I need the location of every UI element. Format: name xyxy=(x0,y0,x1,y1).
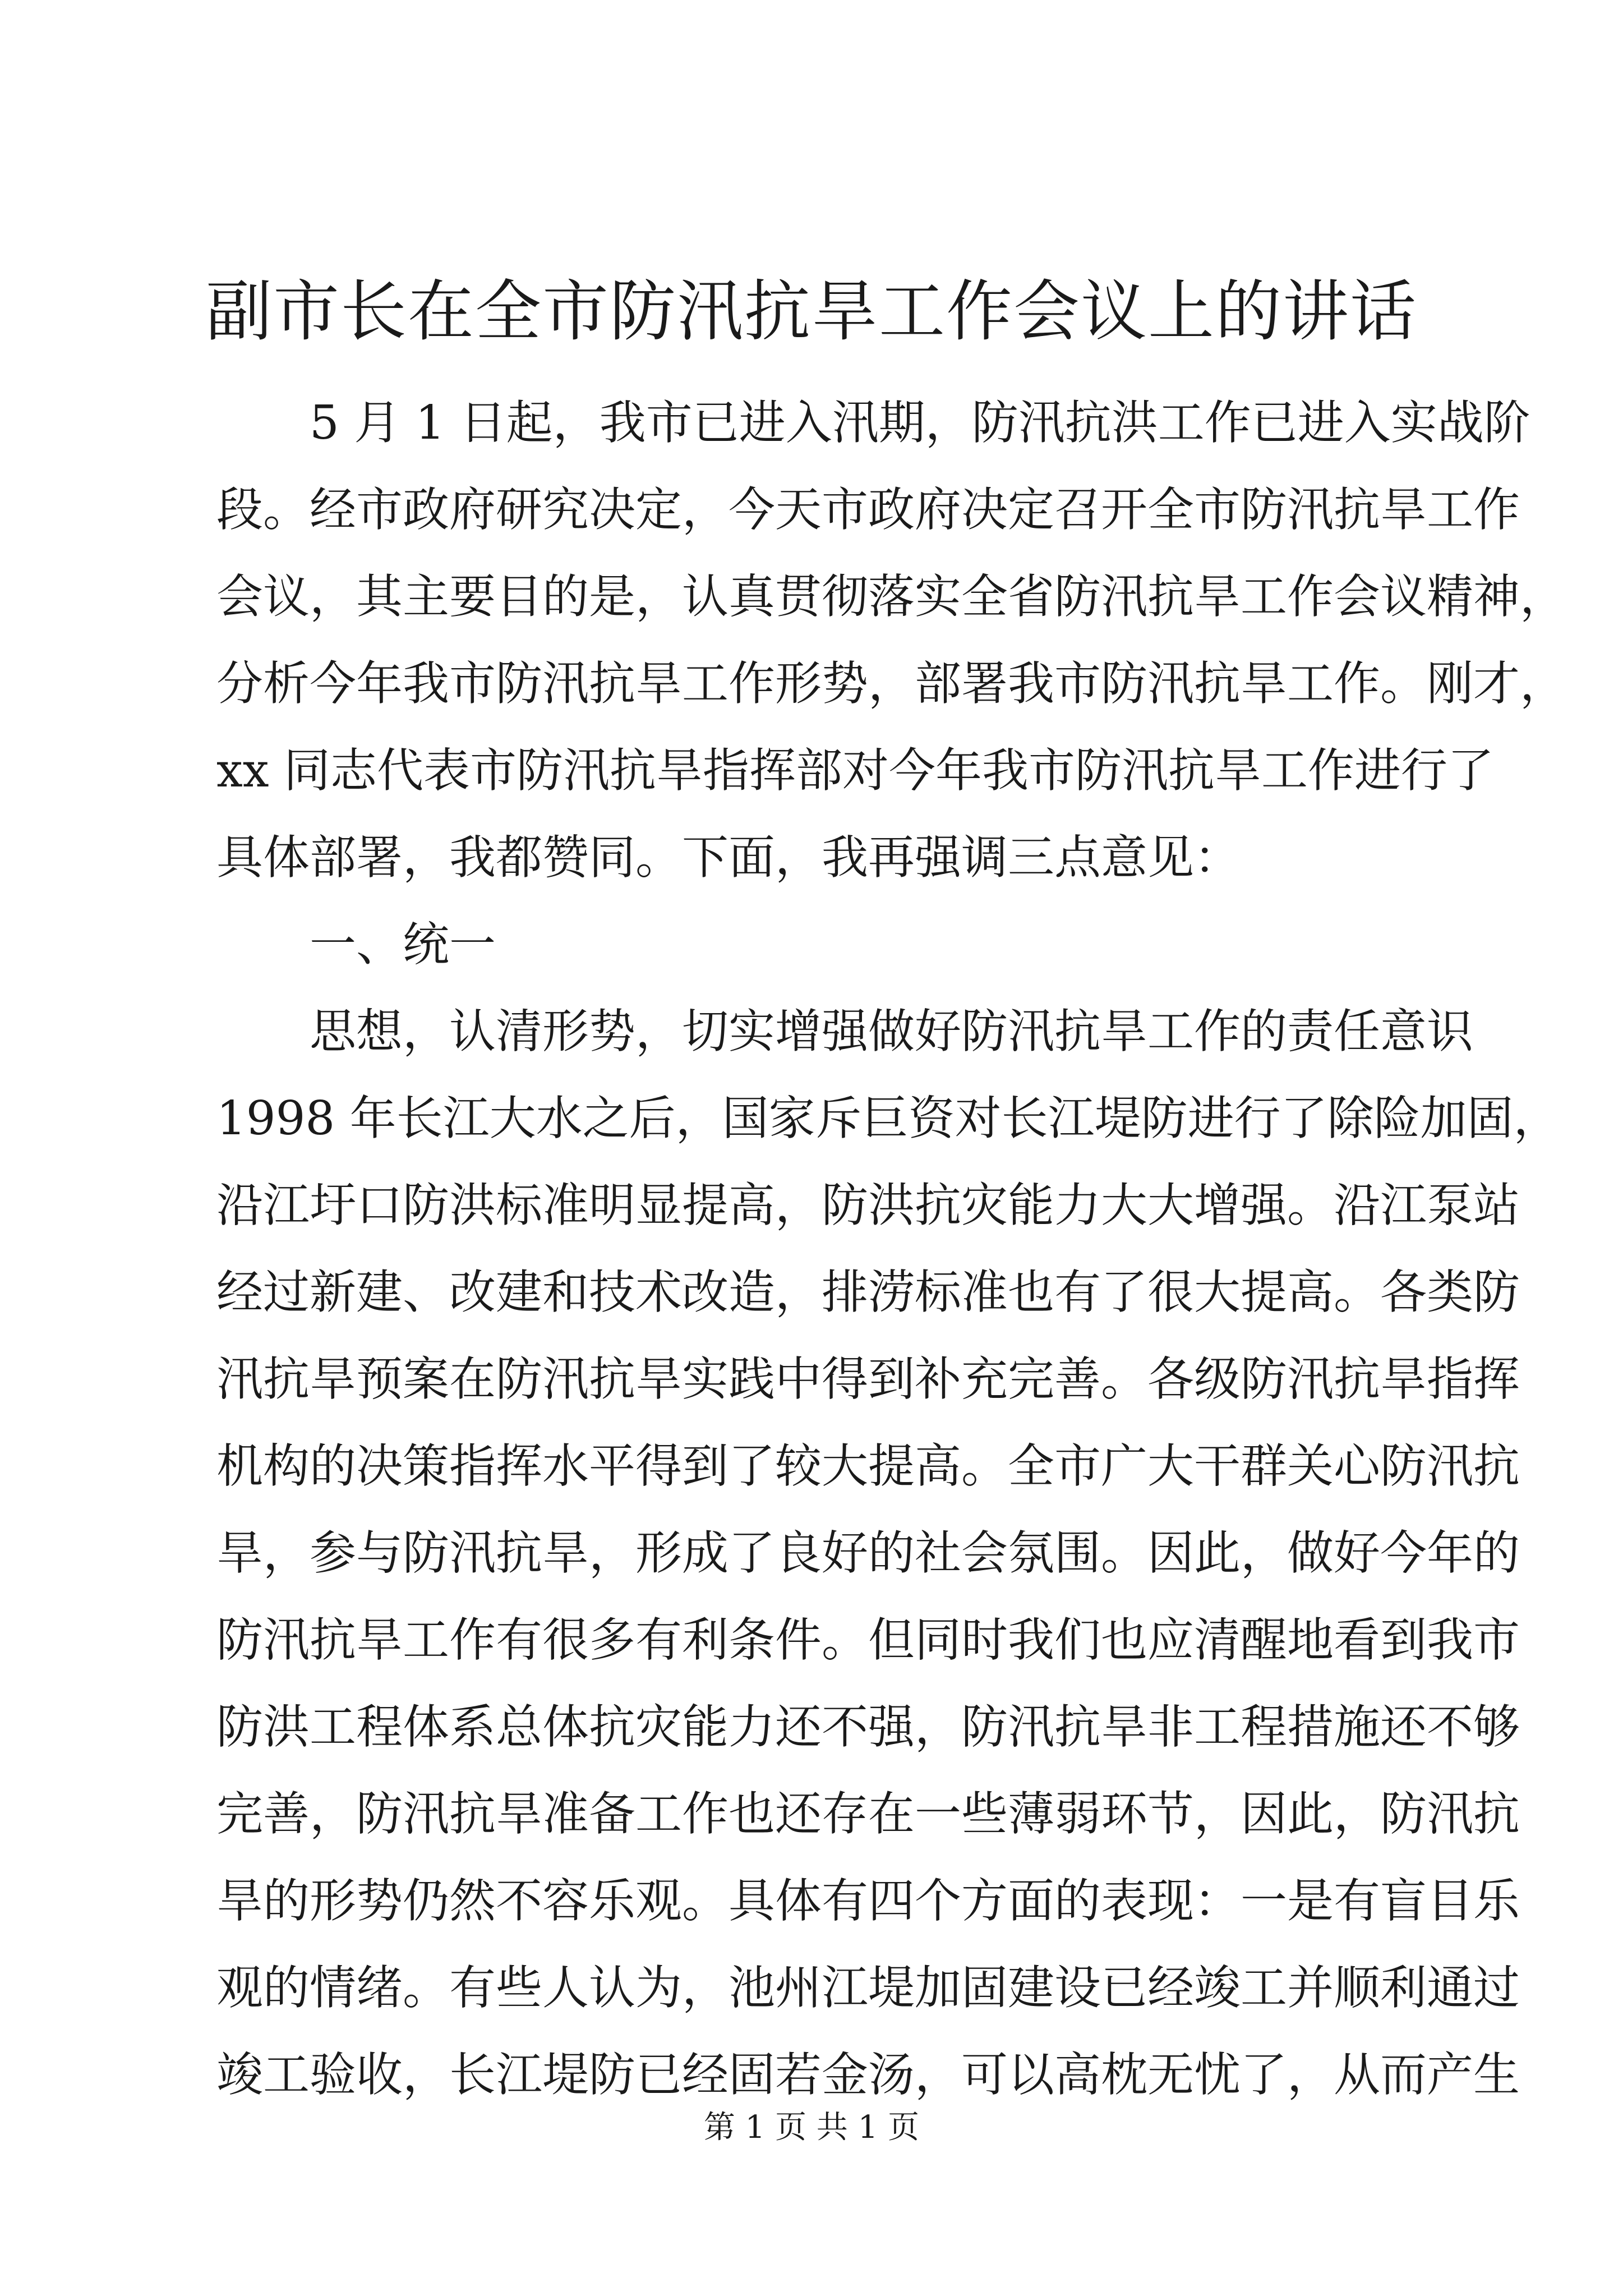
paragraph-line: 防洪工程体系总体抗灾能力还不强，防汛抗旱非工程措施还不够 xyxy=(216,1700,1520,1754)
paragraph-line: 经过新建、改建和技术改造，排涝标准也有了很大提高。各类防 xyxy=(216,1265,1520,1319)
page-footer: 第 1 页 共 1 页 xyxy=(703,2109,920,2146)
paragraph-line: 观的情绪。有些人认为，池州江堤加固建设已经竣工并顺利通过 xyxy=(216,1961,1520,2015)
paragraph-line: 沿江圩口防洪标准明显提高，防洪抗灾能力大大增强。沿江泵站 xyxy=(216,1178,1520,1232)
paragraph-line: 1998 年长江大水之后，国家斥巨资对长江堤防进行了除险加固， xyxy=(216,1091,1560,1145)
paragraph-line: 旱，参与防汛抗旱，形成了良好的社会氛围。因此，做好今年的 xyxy=(216,1526,1520,1580)
paragraph-line: xx 同志代表市防汛抗旱指挥部对今年我市防汛抗旱工作进行了 xyxy=(216,743,1494,798)
paragraph-line: 竣工验收，长江堤防已经固若金汤，可以高枕无忧了，从而产生 xyxy=(216,2047,1520,2102)
paragraph-line: 分析今年我市防汛抗旱工作形势，部署我市防汛抗旱工作。刚才， xyxy=(216,656,1566,711)
paragraph-line: 段。经市政府研究决定，今天市政府决定召开全市防汛抗旱工作 xyxy=(216,482,1520,537)
document-title: 副市长在全市防汛抗旱工作会议上的讲话 xyxy=(205,273,1417,350)
paragraph-line: 5 月 1 日起，我市已进入汛期，防汛抗洪工作已进入实战阶 xyxy=(310,395,1530,450)
section-heading: 一、统一 xyxy=(310,917,496,972)
paragraph-line: 汛抗旱预案在防汛抗旱实践中得到补充完善。各级防汛抗旱指挥 xyxy=(216,1352,1520,1406)
paragraph-line: 思想，认清形势，切实增强做好防汛抗旱工作的责任意识 xyxy=(310,1004,1473,1059)
document-body xyxy=(216,379,1566,2118)
paragraph-line: 防汛抗旱工作有很多有利条件。但同时我们也应清醒地看到我市 xyxy=(216,1613,1520,1667)
paragraph-line: 会议，其主要目的是，认真贯彻落实全省防汛抗旱工作会议精神， xyxy=(216,569,1566,624)
paragraph-line: 机构的决策指挥水平得到了较大提高。全市广大干群关心防汛抗 xyxy=(216,1439,1520,1493)
paragraph-line: 具体部署，我都赞同。下面，我再强调三点意见： xyxy=(216,830,1241,885)
paragraph-line: 完善，防汛抗旱准备工作也还存在一些薄弱环节，因此，防汛抗 xyxy=(216,1787,1520,1841)
paragraph-line: 旱的形势仍然不容乐观。具体有四个方面的表现：一是有盲目乐 xyxy=(216,1874,1520,1928)
